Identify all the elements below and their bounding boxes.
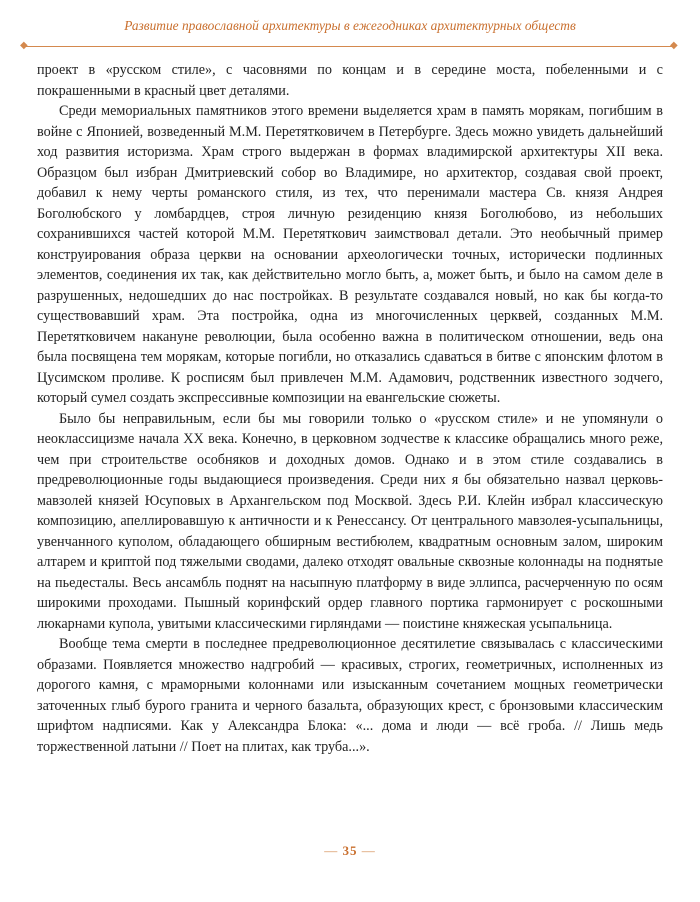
body-text	[37, 60, 663, 757]
paragraph: Среди мемориальных памятников этого времени выделяется храм в память морякам, погибшим в войне с Японией, возведенный М.М. Перетятковичем в Петербурге. Здесь можно увидеть дальнейший ход развития историзма. Храм строго выдержан в формах владимирской архитектуры XII века. Образцом был избран Дмитриевский собор во Владимире, но архитектор, создавая свой проект, добавил к нему черты романского стиля, из тех, что перенимали мастера Св. князя Андрея Боголюбского у ломбардцев, строя личную резиденцию князя Боголюбово, из небольших сохранившихся частей которой М.М. Перетяткович заимствовал детали. Это необычный пример конструирования образа церкви на основании археологически точных, исторически подлинных элементов, соединения их так, как действительно могло быть, а, может быть, и было на самом деле в разрушенных, недошедших до нас постройках. В результате создавался новый, но как бы когда-то существовавший храм. Эта постройка, одна из многочисленных церквей, созданных М.М. Перетятковичем накануне революции, была особенно важна в политическом отношении, ведь она была посвящена тем морякам, которые погибли, но отказались сдаваться в битве с японским флотом в Цусимском проливе. К росписям был привлечен М.М. Адамович, родственник известного зодчего, который сумел создать экспрессивные композиции на евангельские сюжеты.	[37, 103, 663, 406]
paragraph: Вообще тема смерти в последнее предреволюционное десятилетие связывалась с классическими образами. Появляется множество надгробий — красивых, строгих, геометричных, исполненных из дорогого камня, с мраморными колоннами или изысканным сочетанием мощных геометрически заточенных глыб бурого гранита и черного базальта, образующих крест, с бронзовыми классическим шрифтом надписями. Как у Александра Блока: «... дома и люди — всё гроба. // Лишь медь торжественной латыни // Поет на плитах, как труба...».	[37, 636, 663, 755]
page-number-value: 35	[342, 843, 358, 858]
diamond-ornament-icon: ◆	[20, 40, 28, 51]
diamond-ornament-icon: ◆	[670, 40, 678, 51]
running-header	[20, 16, 678, 51]
folio-dash-right: —	[361, 843, 376, 858]
page-number	[0, 843, 700, 859]
folio-dash-left: —	[324, 843, 339, 858]
paragraph: Было бы неправильным, если бы мы говорили только о «русском стиле» и не упомянули о неоклассицизме начала XX века. Конечно, в церковном зодчестве к классике обращались много реже, чем при строительстве особняков и доходных домов. Однако и в этом стиле создавались в предреволюционные годы выдающиеся произведения. Среди них я бы обязательно назвал церковь-мавзолей князей Юсуповых в Архангельском под Москвой. Здесь Р.И. Клейн избрал классическую композицию, апеллировавшую к античности и к Ренессансу. От центрального мавзолея-усыпальницы, увенчанного куполом, обладающего обширным вестибюлем, квадратным основным залом, широким алтарем и криптой под тяжелыми сводами, далеко отходят овальные сквозные колоннады на поднятые на пьедесталы. Весь ансамбль поднят на насыпную платформу в виде эллипса, расчерченную по осям широкими проходами. Пышный коринфский ордер главного портика гармонирует с роскошными люкарнами купола, увитыми классическими гирляндами — поистине княжеская усыпальница.	[37, 410, 663, 632]
running-header-title: Развитие православной архитектуры в ежегодниках архитектурных обществ	[124, 18, 576, 33]
header-rule	[24, 46, 676, 47]
paragraph-continued: проект в «русском стиле», с часовнями по концам и в середине моста, побеленными и с покрашенными в красный цвет деталями.	[37, 62, 663, 99]
